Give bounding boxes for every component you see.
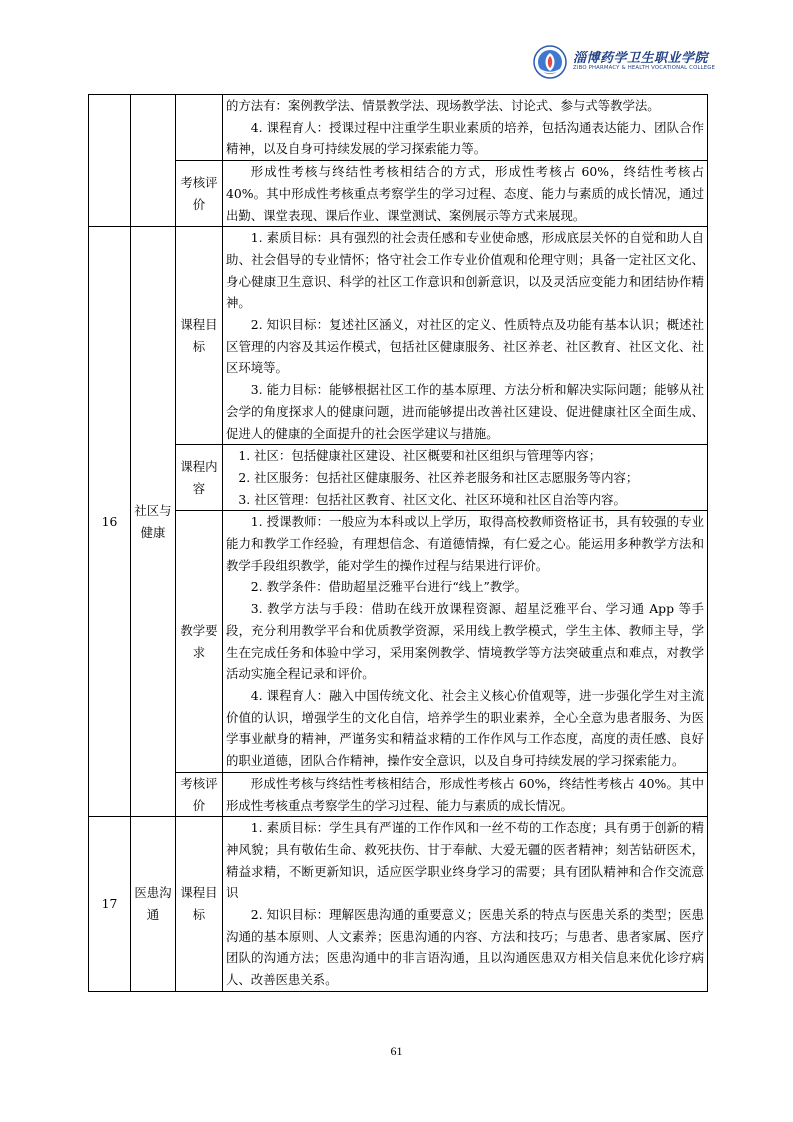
section-label: 教学要求 [176, 511, 223, 772]
course-number: 17 [89, 817, 131, 992]
assessment-text [223, 772, 708, 816]
paragraph: 1. 社区：包括健康社区建设、社区概要和社区组织与管理等内容； [238, 448, 602, 464]
course-objectives [223, 227, 708, 445]
table-row [89, 445, 708, 511]
assessment-text [223, 161, 708, 227]
table-row [89, 817, 708, 992]
paragraph: 4. 课程育人：授课过程中注重学生职业素质的培养，包括沟通表达能力、团队合作精神，以及自身可持续发展的学习探索能力等。 [226, 119, 704, 157]
table-row [89, 95, 708, 161]
course-content [223, 445, 708, 511]
paragraph: 3. 教学方法与手段：借助在线开放课程资源、超星泛雅平台、学习通 App 等手段，充分利用教学平台和优质教学资源，采用线上教学模式，学生主体、教师主导，学生在完成任务和体验中学习，采用案例教学、情境教学等方法突破重点和难点，对教学活动实施全程记录和评价。 [226, 601, 704, 682]
course-name: 社区与健康 [131, 227, 176, 817]
course-objectives [223, 817, 708, 992]
course-number: 16 [89, 227, 131, 817]
paragraph: 2. 知识目标：复述社区涵义，对社区的定义、性质特点及功能有基本认识；概述社区管理的内容及其运作模式，包括社区健康服务、社区养老、社区教育、社区文化、社区环境等。 [226, 317, 704, 376]
section-label: 课程目标 [176, 817, 223, 992]
section-label: 考核评价 [176, 772, 223, 816]
paragraph: 2. 知识目标：理解医患沟通的重要意义；医患关系的特点与医患关系的类型；医患沟通的基本原则、人文素养；医患沟通的内容、方法和技巧；与患者、患者家属、医疗团队的沟通方法；医患沟通中的非言语沟通，且以沟通医患双方相关信息来优化诊疗病人、改善医患关系。 [226, 907, 704, 988]
course-name: 医患沟通 [131, 817, 176, 992]
section-label-cell [176, 95, 223, 161]
paragraph: 4. 课程育人：融入中国传统文化、社会主义核心价值观等，进一步强化学生对主流价值的认识，增强学生的文化自信，培养学生的职业素养，全心全意为患者服务、为医学事业献身的精神，严谨务实和精益求精的工作作风与工作态度，高度的责任感、良好的职业道德，团队合作精神，操作安全意识，以及自身可持续发展的学习探索能力。 [226, 687, 704, 769]
paragraph: 2. 教学条件：借助超星泛雅平台进行“线上”教学。 [250, 579, 528, 595]
college-emblem-icon [533, 45, 567, 79]
paragraph: 1. 素质目标：学生具有严谨的工作作风和一丝不苟的工作态度；具有勇于创新的精神风貌；具有敬佑生命、救死扶伤、甘于奉献、大爱无疆的医者精神；刻苦钻研医术，精益求精，不断更新知识，适应医学职业终身学习的需要；具有团队精神和合作交流意识 [226, 820, 704, 901]
section-label: 课程目标 [176, 227, 223, 445]
table-row [89, 511, 708, 772]
paragraph: 3. 能力目标：能够根据社区工作的基本原理、方法分析和解决实际问题；能够从社会学的角度探求人的健康问题，进而能够提出改善社区建设、促进健康社区全面生成、促进人的健康的全面提升的社会医学建议与措施。 [226, 382, 704, 441]
section-label: 课程内容 [176, 445, 223, 511]
table-row [89, 227, 708, 445]
table-row [89, 772, 708, 816]
paragraph: 1. 授课教师：一般应为本科或以上学历，取得高校教师资格证书，具有较强的专业能力和教学工作经验，有理想信念、有道德情操，有仁爱之心。能运用多种教学方法和教学手段组织教学，能对学生的操作过程与结果进行评价。 [226, 514, 704, 573]
teaching-requirements-tail [223, 95, 708, 161]
paragraph: 形成性考核与终结性考核相结合，形成性考核占 60%，终结性考核占 40%。其中形成性考核重点考察学生的学习过程、能力与素质的成长情况。 [226, 775, 704, 813]
course-name-cell [131, 95, 176, 227]
college-name: 淄博药学卫生职业学院 [573, 51, 709, 66]
paragraph: 1. 素质目标：具有强烈的社会责任感和专业使命感，形成底层关怀的自觉和助人自助、社会倡导的专业情怀；恪守社会工作专业价值观和伦理守则；具备一定社区文化、身心健康卫生意识、科学的社区工作意识和创新意识，以及灵活应变能力和团结协作精神。 [226, 230, 704, 311]
page-number: 61 [390, 1044, 403, 1058]
course-number-cell [89, 95, 131, 227]
paragraph: 3. 社区管理：包括社区教育、社区文化、社区环境和社区自治等内容。 [238, 491, 626, 507]
page-header [533, 41, 716, 81]
table-row [89, 161, 708, 227]
paragraph: 形成性考核与终结性考核相结合的方式，形成性考核占 60%，终结性考核占 40%。其中形成性考核重点考察学生的学习过程、态度、能力与素质的成长情况，通过出勤、课堂表现、课后作业、课堂测试、案例展示等方式来展现。 [226, 164, 704, 223]
paragraph: 的方法有：案例教学法、情景教学法、现场教学法、讨论式、参与式等教学法。 [226, 98, 660, 113]
curriculum-table [88, 94, 708, 992]
paragraph: 2. 社区服务：包括社区健康服务、社区养老服务和社区志愿服务等内容； [238, 469, 639, 485]
college-name-en: ZIBO PHARMACY & HEALTH VOCATIONAL COLLEGE [573, 65, 716, 71]
section-label: 考核评价 [176, 161, 223, 227]
teaching-requirements [223, 511, 708, 772]
